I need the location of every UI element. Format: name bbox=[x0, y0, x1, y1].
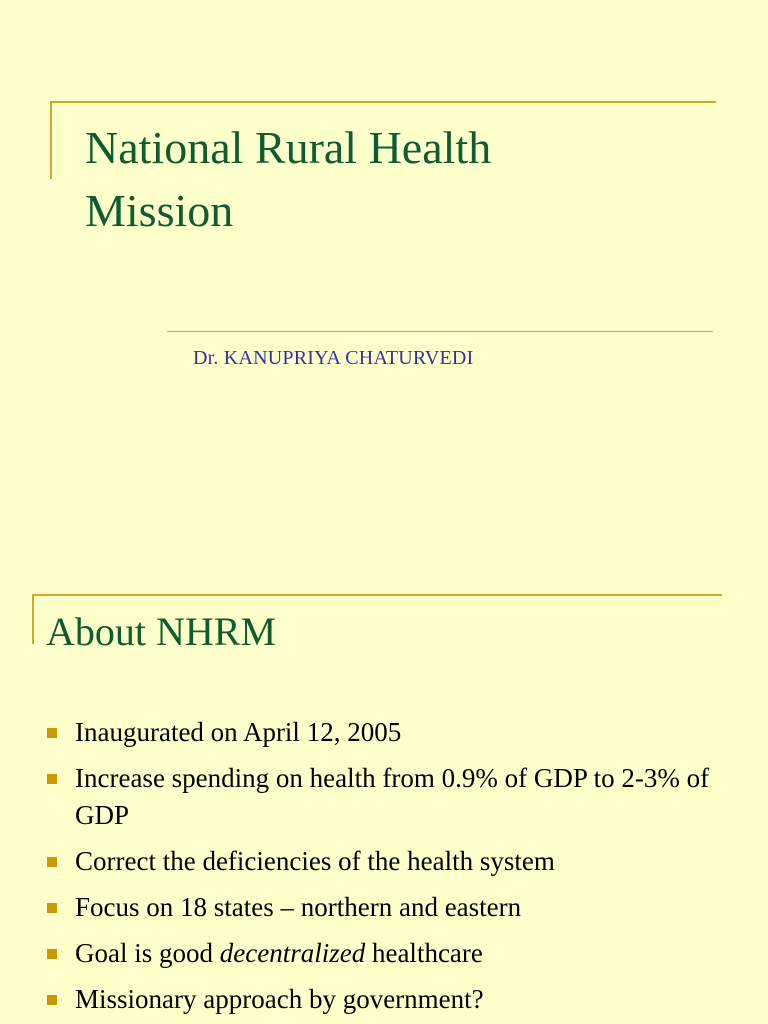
bullet-item bbox=[0, 843, 768, 880]
heading-left-rule bbox=[32, 594, 34, 644]
bullet-emphasis: decentralized bbox=[219, 938, 366, 968]
bullet-item bbox=[0, 935, 768, 972]
title-left-rule bbox=[50, 101, 52, 179]
bullet-item bbox=[0, 889, 768, 926]
slide-title bbox=[85, 116, 705, 242]
bullet-item bbox=[0, 760, 768, 834]
bullet-text: Increase spending on health from 0.9% of GDP to 2-3% of GDP bbox=[75, 763, 710, 830]
bullet-text-before: Goal is good bbox=[75, 938, 220, 968]
bullet-list bbox=[0, 714, 768, 1024]
bullet-text: Inaugurated on April 12, 2005 bbox=[75, 717, 402, 747]
square-bullet-icon bbox=[47, 728, 57, 738]
slide-heading: About NHRM bbox=[46, 609, 277, 654]
bullet-text: Missionary approach by government? bbox=[75, 984, 484, 1014]
slide-title-line-2: Mission bbox=[85, 185, 234, 236]
bullet-item bbox=[0, 981, 768, 1018]
bullet-text-after: healthcare bbox=[365, 938, 483, 968]
square-bullet-icon bbox=[47, 857, 57, 867]
bullet-item bbox=[0, 714, 768, 751]
slide-title-line-1: National Rural Health bbox=[85, 122, 492, 173]
square-bullet-icon bbox=[47, 949, 57, 959]
content-slide bbox=[0, 576, 768, 1024]
title-top-rule bbox=[50, 101, 716, 103]
square-bullet-icon bbox=[47, 995, 57, 1005]
subtitle-rule bbox=[167, 331, 713, 332]
square-bullet-icon bbox=[47, 774, 57, 784]
heading-top-rule bbox=[32, 594, 722, 596]
bullet-text: Correct the deficiencies of the health system bbox=[75, 846, 555, 876]
bullet-text: Focus on 18 states – northern and eastern bbox=[75, 892, 522, 922]
author-name: Dr. KANUPRIYA CHATURVEDI bbox=[193, 347, 474, 369]
square-bullet-icon bbox=[47, 903, 57, 913]
